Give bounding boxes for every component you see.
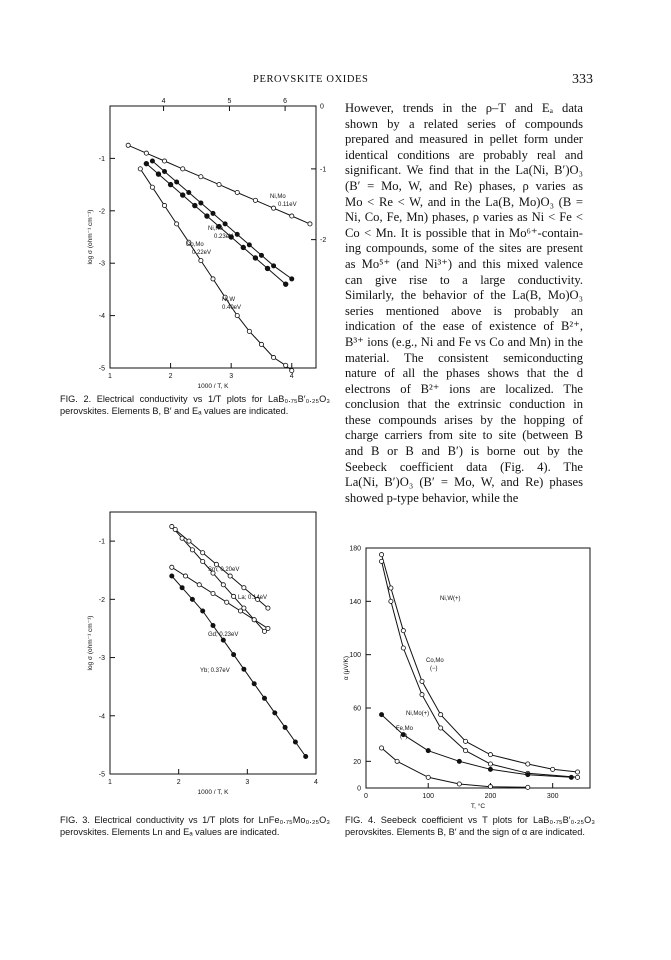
data-point [197,583,201,587]
figure-4-caption: FIG. 4. Seebeck coefficient vs T plots for LaB₀.₇₅B′₀.₂₅O₃ perovskites. Elements B, B′ and the sign of α are indicated. [345,815,595,837]
data-point [199,175,203,179]
data-point [201,551,205,555]
data-point [211,591,215,595]
body-text-line: material. The consistent semiconducting [345,350,583,365]
series-annotation: Co,Mo [186,242,204,248]
series-annotation: (−) [430,666,438,672]
y-tick-label: -4 [98,313,105,321]
data-point [401,646,405,650]
data-point [389,586,393,590]
data-point [273,711,277,715]
data-point [170,574,174,578]
data-point [569,775,573,779]
data-point [290,214,294,218]
data-point [308,222,312,226]
data-point [247,243,251,247]
data-point [173,527,177,531]
data-point [253,198,257,202]
body-text-line: Co < Mn. It is possible that in Mo⁶⁺-contain- [345,225,583,240]
data-point [225,600,229,604]
top-tick-label: 6 [283,98,288,105]
body-text-line: showed p-type behavior, while the [345,490,519,505]
data-point [379,746,383,750]
x-tick-label: 300 [546,793,559,800]
x-tick-label: 100 [422,793,435,800]
data-point [223,222,227,226]
series-annotation: Co,Mo [426,658,444,664]
data-point [551,767,555,771]
body-text-line: and B or B and B′) is borne out by the [345,444,583,459]
data-point [156,172,161,177]
data-point [284,363,288,367]
x-axis-label: 1000 / T, K [197,789,229,796]
series-annotation: Fe,Mo [396,726,414,732]
y-tick-label: -1 [98,155,105,163]
data-point [180,193,185,198]
data-point [488,762,492,766]
running-header [0,74,671,90]
data-point [168,182,173,187]
data-point [175,222,179,226]
body-text-line: charge carriers from site to site (between B [345,428,583,443]
body-text-line: electrons of B²⁺ ions are localized. The [345,381,583,396]
data-point [211,277,215,281]
y-tick-label: 0 [357,785,361,793]
data-point [262,696,266,700]
data-point [150,159,154,163]
data-point [235,190,239,194]
data-point [183,574,187,578]
data-point [401,629,405,633]
data-point [232,594,236,598]
data-point [526,762,530,766]
series-line [146,164,285,285]
data-point [162,169,166,173]
data-point [271,264,275,268]
data-point [426,749,430,753]
data-point [232,653,236,657]
data-point [283,725,287,729]
data-point [283,282,288,287]
series-annotation: 0.11eV [278,202,297,208]
data-point [457,759,461,763]
data-point [190,597,194,601]
series-annotation: Ni,Mo [270,194,286,200]
data-point [199,201,203,205]
data-point [463,739,467,743]
body-text-line: La(Ni, B′)O₃ (B′ = Mo, W, and Re) phases [345,475,583,490]
data-point [290,369,294,373]
data-point [228,574,232,578]
y-tick-label: -2 [98,596,105,604]
data-point [379,553,383,557]
data-point [379,559,383,563]
data-point [389,599,393,603]
data-point [252,682,256,686]
data-point [259,342,263,346]
y-axis-label: log σ (ohm⁻¹ cm⁻¹) [87,615,94,671]
data-point [238,609,242,613]
body-text-line: nature of all the phases shows that the d [345,366,583,381]
data-point [463,749,467,753]
body-text-line: significant. We find that in the La(Ni, B′)O₃ [345,163,583,178]
body-text-line: conclusion that the extrinsic conduction in [345,397,583,412]
data-point [266,626,270,630]
y-tick-label: -4 [98,713,105,721]
body-text-line: can give rise to a large conductivity. [345,272,583,287]
series-line [152,161,291,279]
data-point [242,667,246,671]
body-text-line: series mentioned above is probably an [345,303,583,318]
x-tick-label: 1 [108,373,112,380]
x-tick-label: 0 [364,793,368,800]
body-text-line: (B′ = Mo, W, and Re) phases, ρ varies as [345,178,583,193]
data-point [138,167,142,171]
y-tick-label: 140 [349,598,361,606]
x-tick-label: 2 [176,779,181,786]
data-point [575,770,579,774]
body-text-column [345,101,583,506]
x-tick-label: 3 [245,779,250,786]
data-point [457,782,461,786]
data-point [290,277,294,281]
series-annotation: Ni,W [222,297,235,303]
data-point [293,740,297,744]
x-tick-label: 200 [484,793,497,800]
data-point [162,159,166,163]
data-point [144,161,149,166]
figure-4 [342,540,602,810]
series-annotation: Sm; 0.20eV [208,567,240,573]
series-annotation: La; 0.14eV [238,595,268,601]
body-text-line: ing compounds, some of the sites are present [345,241,583,256]
y-axis-label: α (μV/K) [343,655,350,681]
series-annotation: Ni,W(+) [440,596,461,602]
data-point [395,759,399,763]
figure-3-caption: FIG. 3. Electrical conductivity vs 1/T plots for LnFe₀.₇₅Mo₀.₂₅O₃ perovskites. Elements Ln and Eₐ values are indicated. [60,815,330,837]
running-title: PEROVSKITE OXIDES [253,74,369,85]
series-annotation: 0.40eV [222,305,242,311]
data-point [271,355,275,359]
y-tick-label: -1 [98,538,105,546]
data-point [526,773,530,777]
data-point [271,206,275,210]
data-point [247,329,251,333]
y-tick-label: -5 [98,365,105,373]
data-point [217,183,221,187]
data-point [162,203,166,207]
top-tick-label: 4 [161,98,166,105]
body-text-line: Seebeck coefficient data (Fig. 4). The [345,459,583,474]
data-point [199,258,203,262]
y-tick-label: 180 [349,545,361,553]
body-text-line: B³⁺ ions (e.g., Ni and Fe vs Co and Mn) in the [345,334,583,349]
data-point [241,245,246,250]
data-point [439,713,443,717]
data-point [211,623,215,627]
body-text-line: as Mo⁵⁺ (and Ni³⁺) and this mixed valence [345,256,583,271]
x-axis-label: 1000 / T, K [197,383,229,390]
data-point [144,151,148,155]
data-point [439,726,443,730]
right-tick-label: -1 [320,166,327,174]
data-point [205,214,210,219]
data-point [180,586,184,590]
data-point [265,266,270,271]
data-point [259,253,263,257]
data-point [426,775,430,779]
x-tick-label: 4 [289,373,294,380]
figure-2-plot [87,96,333,390]
y-tick-label: -5 [98,771,105,779]
data-point [304,754,308,758]
series-line [172,527,268,632]
right-tick-label: -2 [320,237,327,245]
body-text-line: Similarly, the behavior of the La(B, Mo)O₃ [345,288,583,303]
data-point [242,586,246,590]
data-point [488,753,492,757]
data-point [252,618,256,622]
data-point [420,693,424,697]
y-tick-label: 60 [353,705,361,713]
series-annotation: Gd; 0.23eV [208,632,239,638]
data-point [575,775,579,779]
y-tick-label: -3 [98,655,105,663]
figure-3-plot [88,502,333,802]
figure-3 [88,502,333,802]
data-point [201,609,205,613]
data-point [235,232,239,236]
body-text-line: prepared and measured in pellet form under [345,132,583,147]
data-point [170,565,174,569]
series-annotation: Ni,Mo(+) [406,711,430,717]
x-tick-label: 1 [108,779,112,786]
series-line [382,561,578,777]
y-tick-label: -2 [98,208,105,216]
body-text-line: indication of the ease of existence of B²⁺, [345,319,583,334]
figure-2 [87,96,333,390]
data-point [175,180,179,184]
body-text-line: identical conditions are probably real and [345,147,583,162]
right-tick-label: 0 [320,103,324,111]
data-point [214,562,218,566]
y-tick-label: 100 [349,652,361,660]
data-point [253,256,258,261]
data-point [201,559,205,563]
y-tick-label: -3 [98,260,105,268]
data-point [190,548,194,552]
series-annotation: (−) [400,734,408,740]
data-point [211,211,215,215]
plot-frame [110,512,316,774]
x-tick-label: 3 [229,373,234,380]
y-tick-label: 20 [353,758,361,766]
data-point [193,203,198,208]
data-point [221,638,225,642]
series-annotation: 0.22eV [192,250,212,256]
data-point [420,679,424,683]
data-point [526,785,530,789]
x-tick-label: 2 [168,373,173,380]
body-text-line: However, trends in the ρ–T and Eₐ data [345,101,583,115]
series-annotation: 0.23eV [214,234,234,240]
data-point [221,583,225,587]
data-point [266,606,270,610]
page-number: 333 [572,72,593,87]
top-tick-label: 5 [227,98,232,105]
series-annotation: Yb; 0.37eV [200,668,230,674]
x-axis-label: T, °C [470,803,486,810]
data-point [126,143,130,147]
data-point [379,713,383,717]
series-annotation: Ni,Re [208,226,224,232]
data-point [488,767,492,771]
plot-frame [366,548,590,788]
data-point [187,539,191,543]
data-point [187,190,191,194]
data-point [235,314,239,318]
figure-4-plot [342,540,602,810]
body-text-line: shown by a related series of compounds [345,116,583,131]
y-axis-label: log σ (ohm⁻¹ cm⁻¹) [87,209,94,265]
figure-2-caption: FIG. 2. Electrical conductivity vs 1/T plots for LaB₀.₇₅B′₀.₂₅O₃ perovskites. Elements B, B′ and Eₐ values are indicated. [60,394,330,416]
body-text-line: Ni, Co, Fe, Mn) phases, ρ varies as Ni < Fe < [345,210,583,225]
body-text-line: Mo < Re < W, and in the La(B, Mo)O₃ (B = [345,194,583,209]
data-point [150,185,154,189]
plot-frame [110,106,316,368]
x-tick-label: 4 [314,779,318,786]
data-point [488,785,492,789]
data-point [181,167,185,171]
body-text-line: these compounds arises by the hopping of [345,412,583,427]
